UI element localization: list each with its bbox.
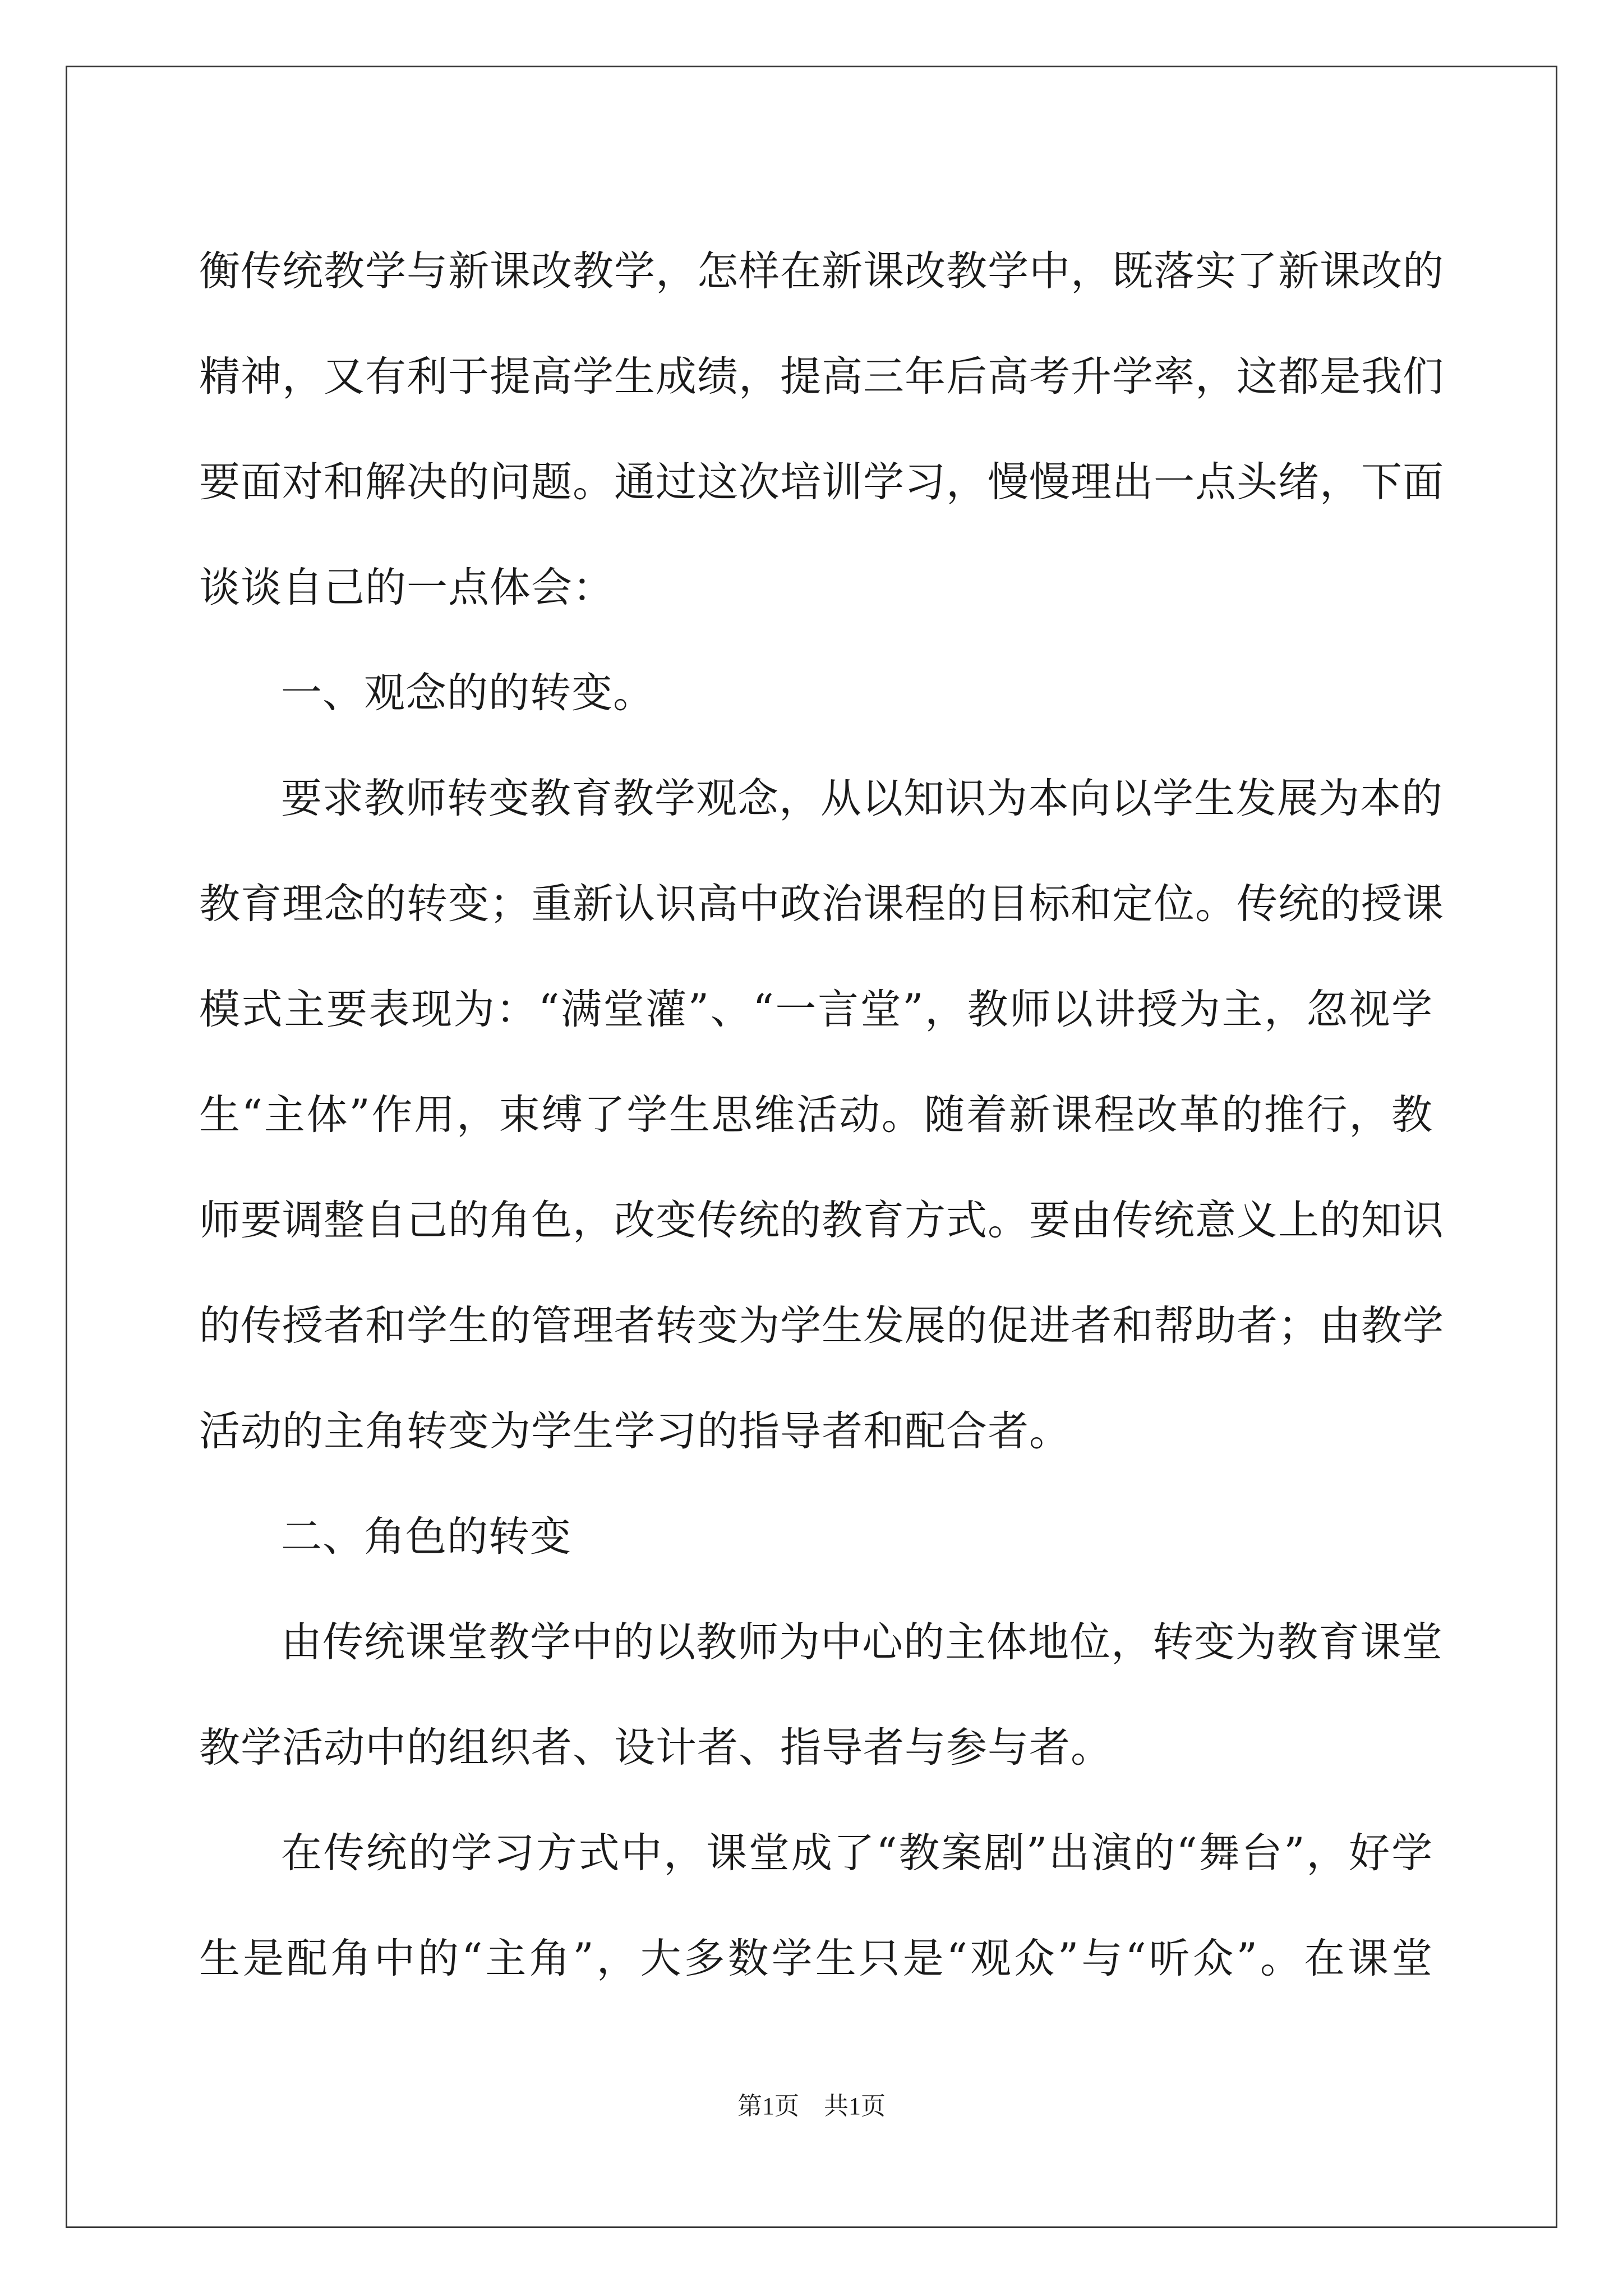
text-line: 教育理念的转变；重新认识高中政治课程的目标和定位。传统的授课 bbox=[199, 880, 1444, 928]
section-heading: 一、观念的的转变。 bbox=[281, 669, 654, 717]
text-line: 生是配角中的“主角”，大多数学生只是“观众”与“听众”。在课堂 bbox=[199, 1935, 1433, 1982]
text-line: 模式主要表现为：“满堂灌”、“一言堂”，教师以讲授为主，忽视学 bbox=[199, 986, 1433, 1033]
page-footer: 第1页 共1页 bbox=[737, 2092, 886, 2120]
document-body bbox=[199, 219, 1444, 2012]
text-line: 由传统课堂教学中的以教师为中心的主体地位，转变为教育课堂 bbox=[281, 1618, 1443, 1666]
text-line: 师要调整自己的角色，改变传统的教育方式。要由传统意义上的知识 bbox=[199, 1197, 1444, 1244]
text-line: 要面对和解决的问题。通过这次培训学习，慢慢理出一点头绪，下面 bbox=[199, 458, 1444, 506]
text-line: 谈谈自己的一点体会： bbox=[199, 564, 614, 611]
text-line: 衡传统教学与新课改教学，怎样在新课改教学中，既落实了新课改的 bbox=[199, 247, 1444, 295]
text-line: 教学活动中的组织者、设计者、指导者与参与者。 bbox=[199, 1724, 1112, 1772]
text-line: 的传授者和学生的管理者转变为学生发展的促进者和帮助者；由教学 bbox=[199, 1302, 1444, 1350]
text-line: 生“主体”作用，束缚了学生思维活动。随着新课程改革的推行，教 bbox=[199, 1091, 1433, 1139]
text-line: 活动的主角转变为学生学习的指导者和配合者。 bbox=[199, 1407, 1071, 1455]
text-line: 在传统的学习方式中，课堂成了“教案剧”出演的“舞台”，好学 bbox=[281, 1829, 1433, 1877]
section-heading: 二、角色的转变 bbox=[281, 1513, 571, 1561]
text-line: 要求教师转变教育教学观念，从以知识为本向以学生发展为本的 bbox=[281, 775, 1443, 822]
text-line: 精神，又有利于提高学生成绩，提高三年后高考升学率，这都是我们 bbox=[199, 353, 1444, 401]
